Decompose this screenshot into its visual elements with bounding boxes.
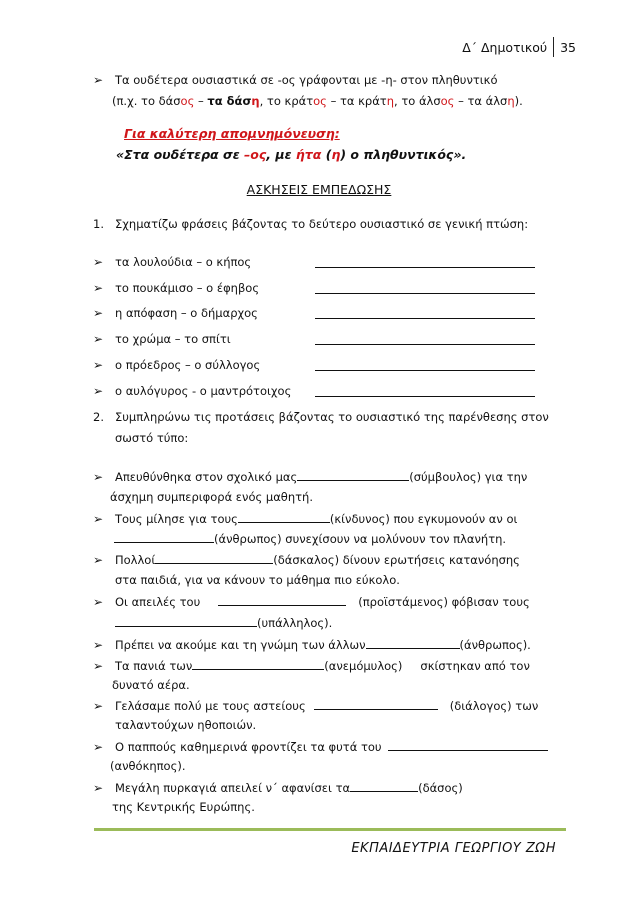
answer-blank[interactable] — [192, 657, 324, 670]
arrow-bullet-icon: ➢ — [93, 638, 104, 652]
answer-blank[interactable] — [315, 318, 535, 319]
sentence-4-cont: (υπάλληλος). — [115, 614, 332, 630]
exercise-2-instruction-cont: σωστό τύπο: — [115, 431, 189, 445]
arrow-bullet-icon: ➢ — [93, 512, 104, 526]
sentence-1: ➢ Απευθύνθηκα στον σχολικό μας (σύμβουλος) για την — [93, 470, 528, 484]
sentence-3: ➢ Πολλοί (δάσκαλος) δίνουν ερωτήσεις κατανόησης — [93, 553, 520, 567]
sentence-2-cont: (άνθρωπος) συνεχίσουν να μολύνουν τον πλανήτη. — [114, 530, 506, 546]
answer-blank[interactable] — [115, 614, 257, 627]
grade-label: Δ΄ Δημοτικού — [462, 39, 548, 55]
sentence-5: ➢ Πρέπει να ακούμε και τη γνώμη των άλλων (άνθρωπος). — [93, 638, 531, 652]
sentence-7: ➢ Γελάσαμε πολύ με τους αστείους (διάλογος) των — [93, 699, 539, 713]
answer-blank[interactable] — [366, 636, 460, 649]
arrow-bullet-icon: ➢ — [93, 306, 104, 320]
arrow-bullet-icon: ➢ — [93, 255, 104, 269]
arrow-bullet-icon: ➢ — [93, 553, 104, 567]
exercise-1-item: ➢ το χρώμα – το σπίτι — [93, 332, 231, 346]
rule-examples: (π.χ. το δάσος – τα δάση, το κράτος – τα κράτη, το άλσος – τα άλση). — [112, 94, 523, 108]
sentence-1-cont: άσχημη συμπεριφορά ενός μαθητή. — [110, 490, 313, 504]
answer-blank[interactable] — [350, 779, 418, 792]
answer-blank[interactable] — [315, 370, 535, 371]
answer-blank[interactable] — [218, 593, 346, 606]
page-number: 35 — [560, 39, 576, 55]
answer-blank[interactable] — [297, 468, 409, 481]
exercise-1-item: ➢ το πουκάμισο – ο έφηβος — [93, 281, 260, 295]
sentence-6-cont: δυνατό αέρα. — [112, 678, 190, 692]
arrow-bullet-icon: ➢ — [93, 595, 104, 609]
exercise-2-instruction: 2. Συμπληρώνω τις προτάσεις βάζοντας το ουσιαστικό της παρένθεσης στον — [93, 410, 549, 424]
arrow-bullet-icon: ➢ — [93, 73, 104, 87]
exercise-1-instruction: 1. Σχηματίζω φράσεις βάζοντας το δεύτερο ουσιαστικό σε γενική πτώση: — [93, 217, 529, 231]
answer-blank[interactable] — [315, 396, 535, 397]
arrow-bullet-icon: ➢ — [93, 470, 104, 484]
answer-blank[interactable] — [315, 293, 535, 294]
arrow-bullet-icon: ➢ — [93, 740, 104, 754]
sentence-4: ➢ Οι απειλές του (προϊστάμενος) φόβισαν τους — [93, 595, 530, 609]
arrow-bullet-icon: ➢ — [93, 781, 104, 795]
footer-author: ΕΚΠΑΙΔΕΥΤΡΙΑ ΓΕΩΡΓΙΟΥ ΖΩΗ — [351, 841, 556, 856]
exercise-1-item: ➢ ο αυλόγυρος - ο μαντρότοιχος — [93, 384, 292, 398]
arrow-bullet-icon: ➢ — [93, 332, 104, 346]
sentence-9: ➢ Μεγάλη πυρκαγιά απειλεί ν΄ αφανίσει τα (δάσος) — [93, 781, 463, 795]
arrow-bullet-icon: ➢ — [93, 281, 104, 295]
sentence-6: ➢ Τα πανιά των (ανεμόμυλος) σκίστηκαν από τον — [93, 659, 530, 673]
answer-blank[interactable] — [315, 267, 535, 268]
rule-line-1: ➢ Τα ουδέτερα ουσιαστικά σε -ος γράφονται με -η- στον πληθυντικό — [93, 73, 498, 87]
answer-blank[interactable] — [314, 697, 438, 710]
sentence-3-cont: στα παιδιά, για να κάνουν το μάθημα πιο εύκολο. — [115, 573, 400, 587]
arrow-bullet-icon: ➢ — [93, 699, 104, 713]
arrow-bullet-icon: ➢ — [93, 384, 104, 398]
answer-blank[interactable] — [315, 344, 535, 345]
sentence-8-cont: (ανθόκηπος). — [110, 759, 186, 773]
exercise-1-item: ➢ ο πρόεδρος – ο σύλλογος — [93, 358, 261, 372]
section-title: ΑΣΚΗΣΕΙΣ ΕΜΠΕΔΩΣΗΣ — [246, 182, 392, 197]
memo-title: Για καλύτερη απομνημόνευση: — [124, 126, 340, 141]
arrow-bullet-icon: ➢ — [93, 659, 104, 673]
answer-blank[interactable] — [155, 551, 273, 564]
exercise-1-item: ➢ η απόφαση – ο δήμαρχος — [93, 306, 258, 320]
footer-divider — [94, 828, 566, 831]
sentence-9-cont: της Κεντρικής Ευρώπης. — [112, 800, 255, 814]
sentence-7-cont: ταλαντούχων ηθοποιών. — [115, 718, 257, 732]
memo-text: «Στα ουδέτερα σε –ος, με ήτα (η) ο πληθυντικός». — [116, 147, 467, 162]
answer-blank[interactable] — [238, 510, 330, 523]
arrow-bullet-icon: ➢ — [93, 358, 104, 372]
exercise-1-item: ➢ τα λουλούδια – ο κήπος — [93, 255, 252, 269]
sentence-2: ➢ Τους μίλησε για τους (κίνδυνος) που εγκυμονούν αν οι — [93, 512, 518, 526]
answer-blank[interactable] — [114, 530, 214, 543]
page-header — [462, 37, 576, 57]
sentence-8: ➢ Ο παππούς καθημερινά φροντίζει τα φυτά του — [93, 738, 548, 754]
answer-blank[interactable] — [388, 738, 548, 751]
